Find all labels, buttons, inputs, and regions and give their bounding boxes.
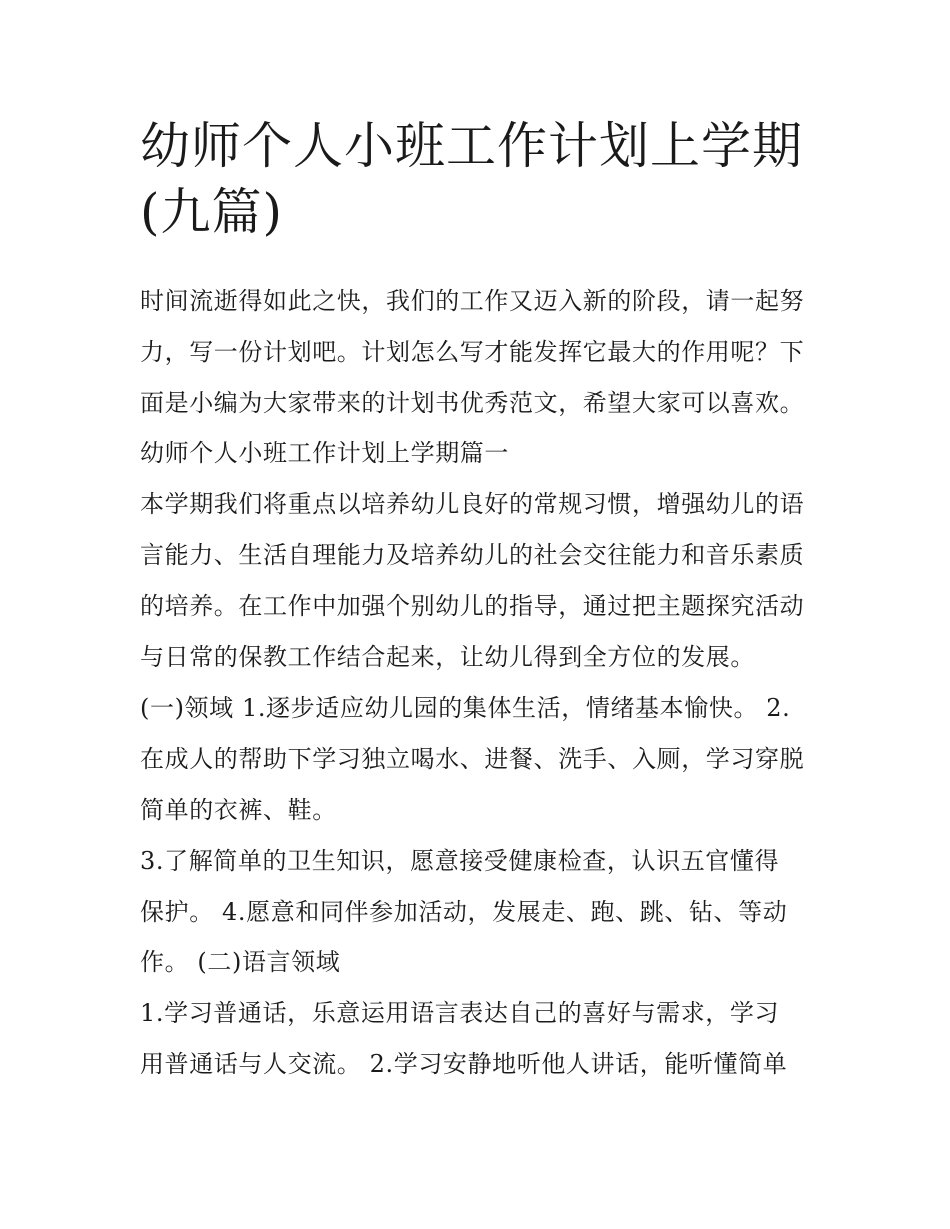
title-line-1: 幼师个人小班工作计划上学期 (140, 117, 803, 175)
document-title (140, 113, 830, 245)
body-line-5: 本学期我们将重点以培养幼儿良好的常规习惯，增强幼儿的语 (140, 490, 805, 518)
body-line-9: (一)领域 1.逐步适应幼儿园的集体生活，情绪基本愉快。 2. (140, 694, 791, 722)
body-line-1: 时间流逝得如此之快，我们的工作又迈入新的阶段，请一起努 (140, 287, 805, 315)
body-line-7: 的培养。在工作中加强个别幼儿的指导，通过把主题探究活动 (140, 592, 805, 620)
body-line-16: 用普通话与人交流。 2.学习安静地听他人讲话，能听懂简单 (140, 1050, 788, 1078)
body-line-15: 1.学习普通话，乐意运用语言表达自己的喜好与需求，学习 (140, 999, 780, 1027)
body-line-12: 3.了解简单的卫生知识，愿意接受健康检查，认识五官懂得 (140, 847, 780, 875)
body-line-8: 与日常的保教工作结合起来，让幼儿得到全方位的发展。 (140, 643, 755, 671)
section-heading-1: 幼师个人小班工作计划上学期篇一 (140, 439, 509, 467)
body-line-3: 面是小编为大家带来的计划书优秀范文，希望大家可以喜欢。 (140, 389, 805, 417)
body-line-11: 简单的衣裤、鞋。 (140, 796, 337, 824)
body-line-14: 作。 (二)语言领域 (140, 948, 341, 976)
body-line-6: 言能力、生活自理能力及培养幼儿的社会交往能力和音乐素质 (140, 541, 805, 569)
title-line-2: (九篇) (140, 183, 284, 241)
body-line-13: 保护。 4.愿意和同伴参加活动，发展走、跑、跳、钻、等动 (140, 898, 788, 926)
body-line-10: 在成人的帮助下学习独立喝水、进餐、洗手、入厕，学习穿脱 (140, 745, 805, 773)
body-line-2: 力，写一份计划吧。计划怎么写才能发挥它最大的作用呢？下 (140, 338, 805, 366)
